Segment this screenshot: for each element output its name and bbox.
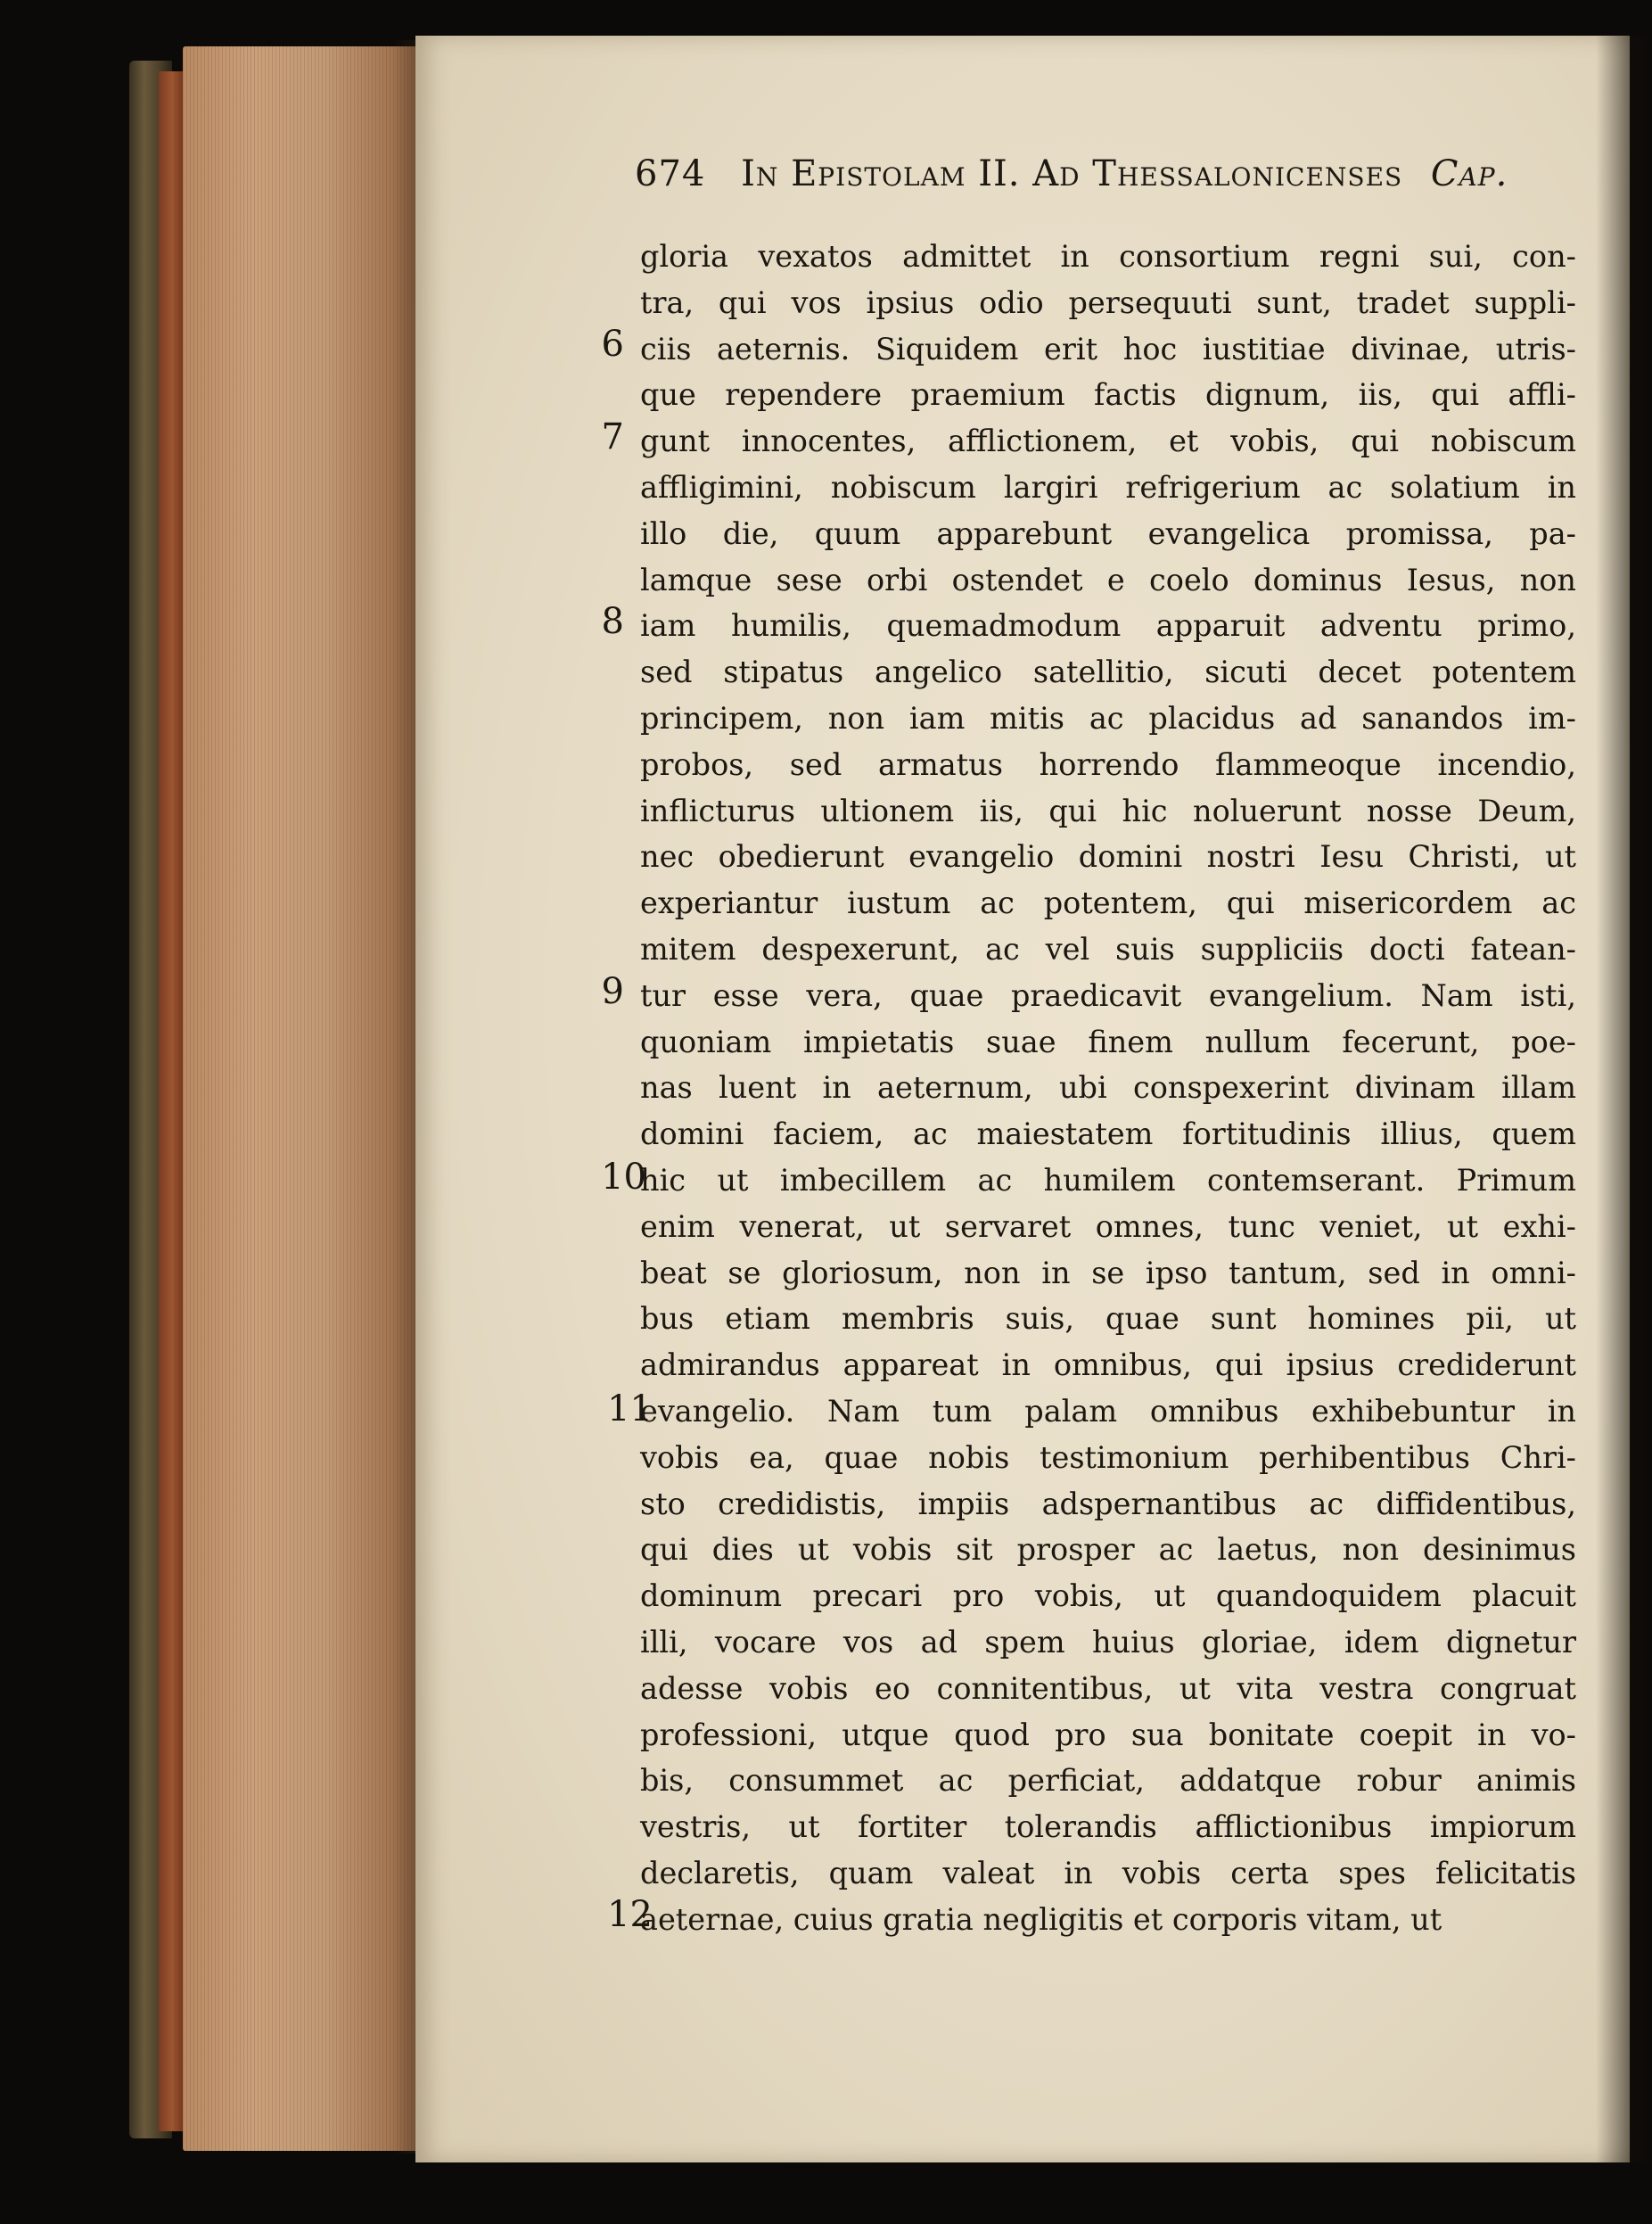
verse-number-9: 9 xyxy=(601,971,624,1012)
text-line: gunt innocentes, afflictionem, et vobis, qui nobiscum xyxy=(640,424,1576,459)
verse-number-8: 8 xyxy=(601,601,624,642)
text-line: aeternae, cuius gratia negligitis et corporis vitam, ut xyxy=(640,1901,1442,1937)
text-line: admirandus appareat in omnibus, qui ipsius crediderunt xyxy=(640,1347,1576,1383)
text-line: enim venerat, ut servaret omnes, tunc veniet, ut exhi- xyxy=(640,1208,1576,1244)
text-line: mitem despexerunt, ac vel suis suppliciis docti fatean- xyxy=(640,931,1576,967)
text-line: tra, qui vos ipsius odio persequuti sunt, tradet suppli- xyxy=(640,284,1576,320)
verse-number-12: 12 xyxy=(607,1894,653,1935)
text-line: tur esse vera, quae praedicavit evangelium. Nam isti, xyxy=(640,977,1576,1013)
text-line: gloria vexatos admittet in consortium regni sui, con- xyxy=(640,239,1576,274)
running-title: In Epistolam II. Ad Thessalonicenses xyxy=(741,153,1403,194)
cover-edge xyxy=(159,71,185,2131)
text-line: qui dies ut vobis sit prosper ac laetus, non desinimus xyxy=(640,1532,1576,1568)
text-line: bus etiam membris suis, quae sunt homines pii, ut xyxy=(640,1301,1576,1337)
verse-number-10: 10 xyxy=(601,1157,646,1198)
text-line: dominum precari pro vobis, ut quandoquidem placuit xyxy=(640,1578,1576,1614)
text-line: inflicturus ultionem iis, qui hic noluerunt nosse Deum, xyxy=(640,793,1576,828)
text-line: probos, sed armatus horrendo flammeoque incendio, xyxy=(640,746,1576,782)
text-line: experiantur iustum ac potentem, qui misericordem ac xyxy=(640,885,1576,921)
text-line: domini faciem, ac maiestatem fortitudinis illius, quem xyxy=(640,1116,1576,1152)
text-line: sto credidistis, impiis adspernantibus ac diffidentibus, xyxy=(640,1486,1576,1521)
text-line: ciis aeternis. Siquidem erit hoc iustitiae divinae, utris- xyxy=(640,331,1576,367)
text-line: beat se gloriosum, non in se ipso tantum, sed in omni- xyxy=(640,1255,1576,1290)
text-line: lamque sese orbi ostendet e coelo dominus Iesus, non xyxy=(640,562,1576,597)
verse-number-11: 11 xyxy=(607,1388,653,1429)
page-edges xyxy=(183,46,419,2151)
text-line: affligimini, nobiscum largiri refrigerium ac solatium in xyxy=(640,469,1576,505)
chapter-label: Cap. xyxy=(1430,153,1508,194)
text-line: nas luent in aeternum, ubi conspexerint divinam illam xyxy=(640,1070,1576,1106)
text-line: illi, vocare vos ad spem huius gloriae, idem dignetur xyxy=(640,1624,1576,1660)
text-line: quoniam impietatis suae finem nullum fecerunt, poe- xyxy=(640,1024,1576,1059)
text-line: que rependere praemium factis dignum, iis, qui affli- xyxy=(640,377,1576,413)
text-line: adesse vobis eo connitentibus, ut vita vestra congruat xyxy=(640,1670,1576,1706)
text-line: nec obedierunt evangelio domini nostri Iesu Christi, ut xyxy=(640,839,1576,875)
text-line: vobis ea, quae nobis testimonium perhibentibus Chri- xyxy=(640,1439,1576,1475)
text-line: professioni, utque quod pro sua bonitate coepit in vo- xyxy=(640,1717,1576,1752)
verse-number-6: 6 xyxy=(601,324,624,365)
text-line: principem, non iam mitis ac placidus ad sanandos im- xyxy=(640,700,1576,736)
text-line: sed stipatus angelico satellitio, sicuti decet potentem xyxy=(640,655,1576,690)
verse-number-7: 7 xyxy=(601,416,624,457)
text-line: declaretis, quam valeat in vobis certa spes felicitatis xyxy=(640,1855,1576,1890)
text-line: illo die, quum apparebunt evangelica promissa, pa- xyxy=(640,515,1576,551)
text-line: iam humilis, quemadmodum apparuit adventu primo, xyxy=(640,608,1576,644)
text-line: bis, consummet ac perficiat, addatque robur animis xyxy=(640,1763,1576,1799)
page-header xyxy=(635,153,1580,216)
body-text xyxy=(640,234,1576,1942)
text-line: vestris, ut fortiter tolerandis afflictionibus impiorum xyxy=(640,1809,1576,1845)
text-line: hic ut imbecillem ac humilem contemserant. Primum xyxy=(640,1162,1576,1198)
text-line: evangelio. Nam tum palam omnibus exhibebuntur in xyxy=(640,1393,1576,1429)
page-number: 674 xyxy=(635,153,706,194)
page-edge-shadow xyxy=(1596,36,1652,2162)
